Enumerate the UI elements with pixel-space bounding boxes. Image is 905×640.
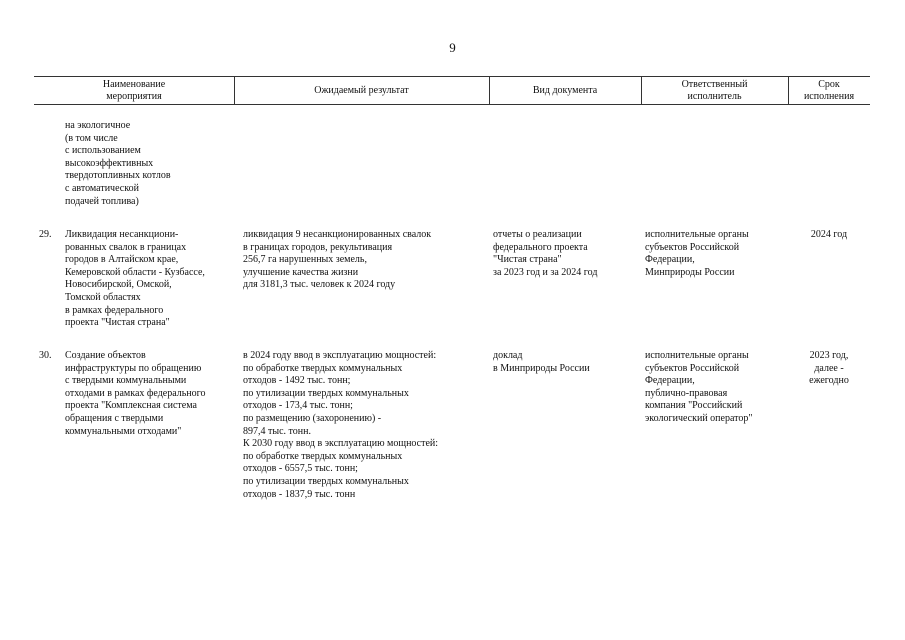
table-row-result: ликвидация 9 несанкционированных свалок в границах городов, рекультивация 256,7 га нарушенных земель, улучшение качества жизни для 3181,3 тыс. человек к 2024 году bbox=[243, 229, 432, 291]
table-row-executor: исполнительные органы субъектов Российской Федерации, Минприроды России bbox=[645, 229, 749, 278]
table-row-deadline: 2023 год, далее - ежегодно bbox=[809, 350, 849, 387]
table-row-name: Создание объектов инфраструктуры по обращению с твердыми коммунальными отходами в рамках федерального проекта "Комплексная система обращения с твердыми коммунальными отходами" bbox=[65, 350, 206, 437]
row-number: 29. bbox=[39, 229, 52, 240]
table-header-bottom-rule bbox=[34, 104, 870, 105]
row-number: 30. bbox=[39, 350, 52, 361]
table-row-name: на экологичное (в том числе с использованием высокоэффективных твердотопливных котлов с автоматической подачей топлива) bbox=[65, 120, 171, 207]
page-number: 9 bbox=[449, 40, 456, 55]
table-header-top-rule bbox=[34, 76, 870, 77]
header-col-doctype: Вид документа bbox=[532, 85, 598, 96]
header-col-name: Наименование мероприятия bbox=[102, 79, 166, 102]
table-row-deadline: 2024 год bbox=[810, 229, 848, 240]
table-row-result: в 2024 году ввод в эксплуатацию мощностей: по обработке твердых коммунальных отходов - 1492 тыс. тонн; по утилизации твердых коммунальных отходов - 173,4 тыс. тонн; по размещению (захоронению) - 897,4 тыс. тонн. К 2030 году ввод в эксплуатацию мощностей: по обработке твердых коммунальных отходов - 6557,5 тыс. тонн; по утилизации твердых коммунальных отходов - 1837,9 тыс. тонн bbox=[243, 350, 439, 500]
header-col-deadline: Срок исполнения bbox=[803, 79, 855, 102]
table-row-name: Ликвидация несанкциони- рованных свалок в границах городов в Алтайском крае, Кемеровской области - Кузбассе, Новосибирской, Омской, Томской областях в рамках федерального проекта "Чистая страна" bbox=[65, 229, 205, 329]
table-row-doctype: доклад в Минприроды России bbox=[493, 350, 590, 374]
header-col-executor: Ответственный исполнитель bbox=[681, 79, 748, 102]
table-row-executor: исполнительные органы субъектов Российской Федерации, публично-правовая компания "Российский экологический оператор" bbox=[645, 350, 753, 424]
table-row-doctype: отчеты о реализации федерального проекта "Чистая страна" за 2023 год и за 2024 год bbox=[493, 229, 598, 278]
header-col-result: Ожидаемый результат bbox=[314, 85, 409, 96]
